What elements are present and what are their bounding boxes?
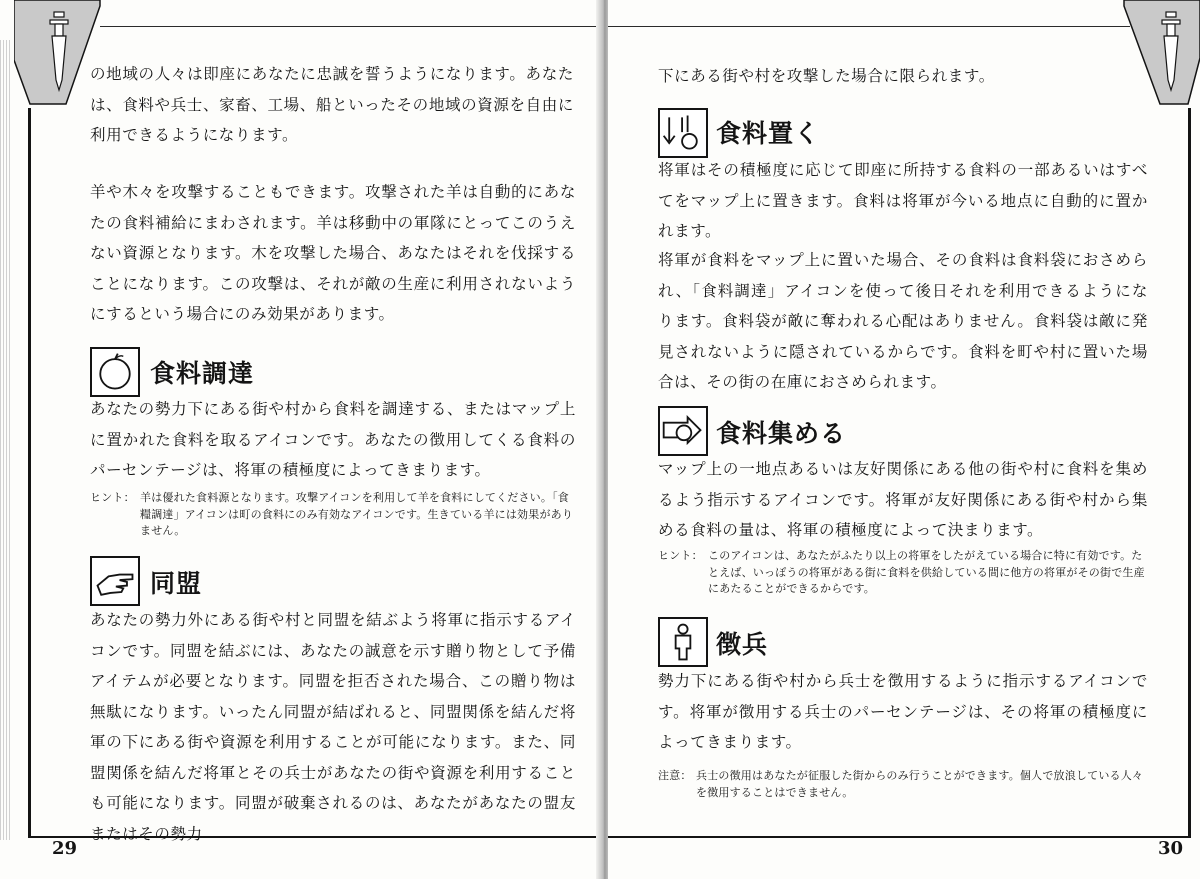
- alliance-title: 同盟: [150, 569, 203, 598]
- right-page: [608, 0, 1200, 879]
- hint-text: 羊は優れた食料源となります。攻撃アイコンを利用して羊を食料にしてください。「食糧調達」アイコンは町の食料にのみ有効なアイコンです。生きている羊には効果がありません。: [140, 491, 574, 537]
- gather-food-icon: [658, 406, 708, 456]
- note-label: 注意：: [658, 769, 692, 782]
- top-rule: [100, 26, 600, 27]
- hint-label: ヒント：: [658, 549, 703, 562]
- hint-text: このアイコンは、あなたがふたり以上の将軍をしたがえている場合に特に有効です。たとえば、いっぽうの将軍がある街に食料を供給している間に他方の将軍がその街で生産にあたることができるからです。: [708, 549, 1145, 595]
- procure-food-title: 食料調達: [150, 359, 255, 388]
- alliance-body: あなたの勢力外にある街や村と同盟を結ぶよう将軍に指示するアイコンです。同盟を結ぶには、あなたの誠意を示す贈り物として予備アイテムが必要となります。同盟を拒否された場合、この贈り物は無駄になります。いったん同盟が結ばれると、同盟関係を結んだ将軍の下にある街や資源を利用することが可能になります。また、同盟関係を結んだ将軍とその兵士があなたの街や資源を利用することも可能になります。同盟が破棄されるのは、あなたがあなたの盟友またはその勢力: [90, 611, 576, 843]
- alliance-icon: [90, 556, 140, 606]
- procure-food-hint: [90, 490, 576, 540]
- conscript-title: 徴兵: [716, 630, 769, 659]
- sheep-paragraph: 羊や木々を攻撃することもできます。攻撃された羊は自動的にあなたの食料補給にまわされます。羊は移動中の軍隊にとってこのうえない資源となります。木を攻撃した場合、あなたはそれを伐採することになります。この攻撃は、それが敵の生産に利用されないようにするという場合にのみ効果があります。: [90, 183, 576, 323]
- gather-food-title: 食料集める: [716, 419, 847, 448]
- procure-food-body: あなたの勢力下にある街や村から食料を調達する、またはマップ上に置かれた食料を取るアイコンです。あなたの徴用してくる食料のパーセンテージは、将軍の積極度によってきまります。: [90, 400, 576, 479]
- drop-food-body-1: 将軍はその積極度に応じて即座に所持する食料の一部あるいはすべてをマップ上に置きます。食料は将軍が今いる地点に自動的に置かれます。: [658, 161, 1148, 240]
- hint-label: ヒント：: [90, 491, 135, 504]
- intro-paragraph: 下にある街や村を攻撃した場合に限られます。: [658, 67, 995, 85]
- page-edge-stack: [0, 40, 12, 840]
- conscript-body: 勢力下にある街や村から兵士を徴用するように指示するアイコンです。将軍が徴用する兵士のパーセンテージは、その将軍の積極度によってきまります。: [658, 672, 1148, 751]
- page-number-right: 30: [1158, 838, 1184, 859]
- dagger-tab-icon: [1120, 0, 1200, 110]
- left-border: [28, 108, 31, 838]
- right-border: [1188, 108, 1191, 838]
- intro-paragraph: の地域の人々は即座にあなたに忠誠を誓うようになります。あなたは、食料や兵士、家畜、工場、船といったその地域の資源を自由に利用できるようになります。: [90, 65, 574, 144]
- conscript-note: [658, 768, 1150, 801]
- drop-food-body-2: 将軍が食料をマップ上に置いた場合、その食料は食料袋におさめられ、「食料調達」アイコンを使って後日それを利用できるようになります。食料袋が敵に奪われる心配はありません。食料袋は敵に発見されないように隠されているからです。食料を町や村に置いた場合は、その街の在庫におさめられます。: [658, 251, 1148, 391]
- bottom-rule: [608, 836, 1191, 838]
- procure-food-icon: [90, 347, 140, 397]
- conscript-icon: [658, 617, 708, 667]
- gather-food-body: マップ上の一地点あるいは友好関係にある他の街や村に食料を集めるよう指示するアイコンです。将軍が友好関係にある街や村から集める食料の量は、将軍の積極度によって決まります。: [658, 460, 1148, 539]
- drop-food-title: 食料置く: [716, 119, 821, 148]
- drop-food-icon: [658, 108, 708, 158]
- top-rule: [608, 26, 1130, 27]
- gather-food-hint: [658, 548, 1150, 598]
- note-text: 兵士の徴用はあなたが征服した街からのみ行うことができます。個人で放浪している人々を徴用することはできません。: [696, 769, 1144, 799]
- page-number-left: 29: [52, 838, 78, 859]
